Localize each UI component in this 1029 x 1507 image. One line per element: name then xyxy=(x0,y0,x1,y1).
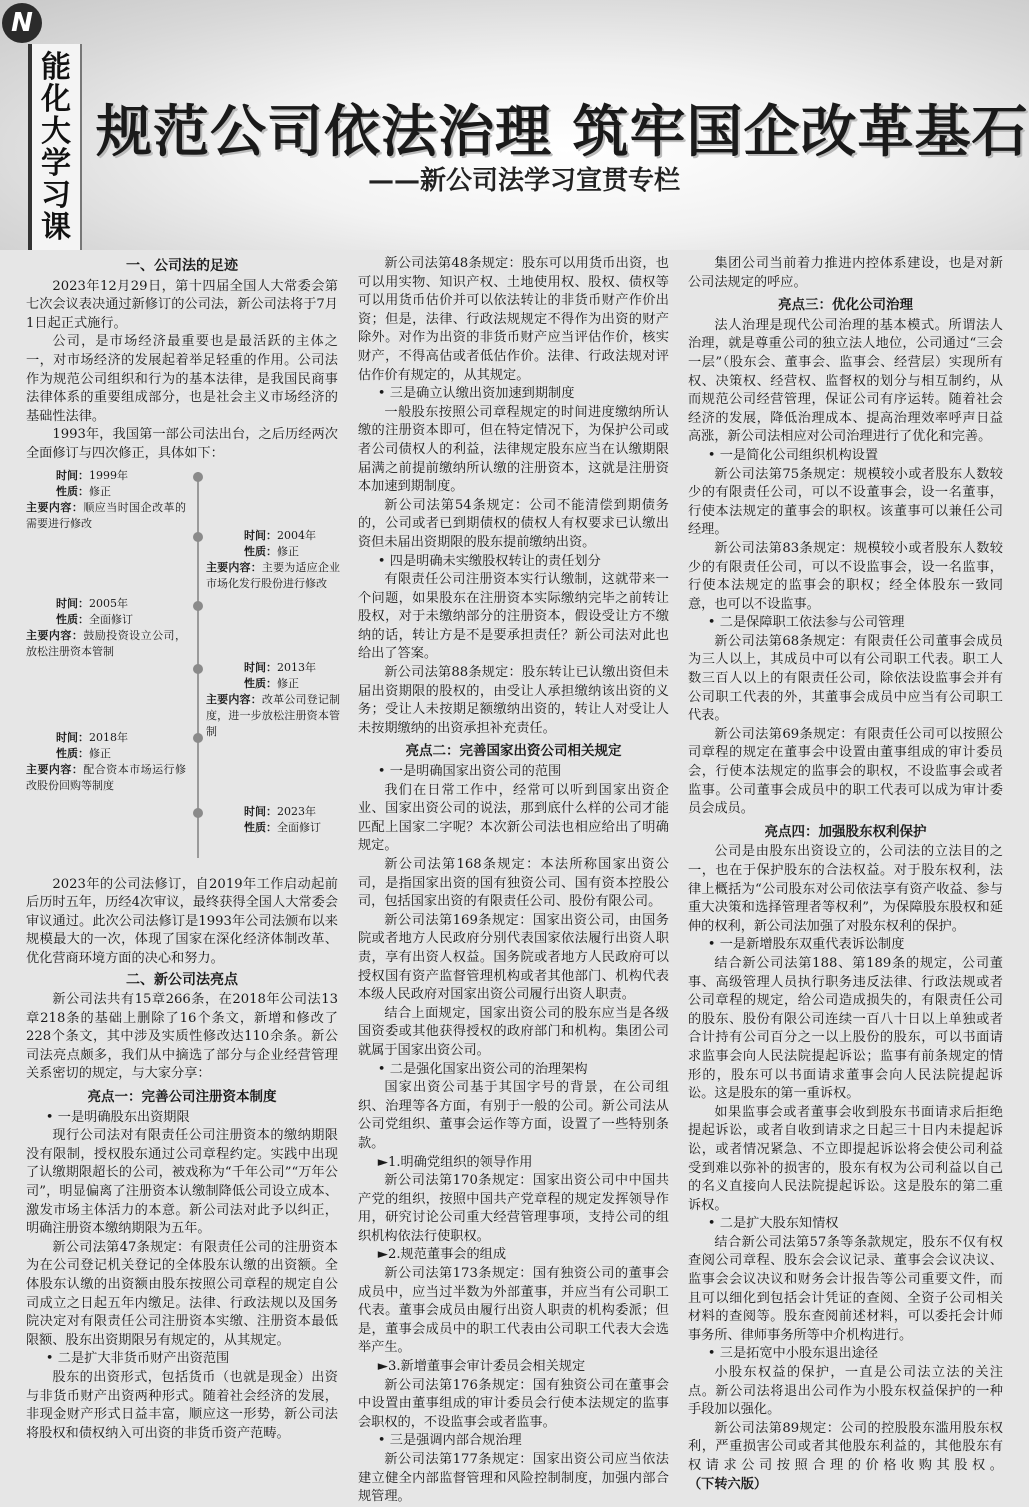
paragraph: 一般股东按照公司章程规定的时间进度缴纳所认缴的注册资本即可，但在特定情况下，为保护公司或者公司债权人的利益，法律规定股东应当在认缴期限届满之前提前缴纳所认缴的注册资本，这就是注册资本加速到期制度。 xyxy=(358,404,669,495)
timeline-content: 改革公司登记制度，进一步放松注册资本管制 xyxy=(206,692,341,738)
timeline-time: 2018年 xyxy=(89,730,128,744)
revision-timeline xyxy=(26,468,341,868)
column-label xyxy=(32,52,80,244)
page-title: 规范公司依法治理 筑牢国企改革基石 xyxy=(96,100,1029,165)
timeline-key: 时间： xyxy=(56,730,89,744)
paragraph: 法人治理是现代公司治理的基本模式。所谓法人治理，就是尊重公司的独立法人地位，公司通过“三会一层”（股东会、董事会、监事会、经营层）实现所有权、决策权、经营权、监督权的划分与相互制约，从而规范公司经营管理，保证公司有序运转。随着社会经济的发展，降低治理成本、提高治理效率呼声日益高涨，新公司法相应对公司治理进行了优化和完善。 xyxy=(688,317,1003,445)
sub-point-heading: ►3.新增董事会审计委员会相关规定 xyxy=(377,1359,586,1375)
timeline-key: 性质： xyxy=(56,746,89,760)
highlight-heading: 亮点一：完善公司注册资本制度 xyxy=(87,1089,277,1106)
paragraph: 我们在日常工作中，经常可以听到国家出资企业、国家出资公司的说法，那到底什么样的公司才能匹配上国家二字呢？本次新公司法也相应给出了明确规定。 xyxy=(358,782,669,854)
timeline-key: 主要内容： xyxy=(206,692,262,706)
timeline-nature: 修正 xyxy=(277,676,299,690)
paragraph: 新公司法第88条规定：股东转让已认缴出资但未届出资期限的股权的，由受让人承担缴纳该出资的义务；受让人未按期足额缴纳出资的，转让人对受让人未按期缴纳的出资承担补充责任。 xyxy=(358,665,669,736)
column-label-char: 习 xyxy=(41,178,71,213)
timeline-key: 主要内容： xyxy=(206,560,262,574)
timeline-content: 顺应当时国企改革的需要进行修改 xyxy=(26,500,187,530)
column-label-char: 课 xyxy=(41,210,71,245)
continued-note: （下转六版） xyxy=(688,1476,768,1492)
column-label-char: 能 xyxy=(41,50,71,85)
timeline-entry-2013 xyxy=(206,660,340,740)
timeline-dot xyxy=(193,664,203,674)
paragraph: 新公司法第47条规定：有限责任公司的注册资本为在公司登记机关登记的全体股东认缴的出资额。全体股东认缴的出资额由股东按照公司章程的规定自公司成立之日起五年内缴足。法律、行政法规以及国务院决定对有限责任公司注册资本实缴、注册资本最低限额、股东出资期限另有规定的，从其规定。 xyxy=(26,1239,338,1348)
highlight-heading: 亮点三：优化公司治理 xyxy=(778,297,913,314)
timeline-entry-2005 xyxy=(26,596,186,660)
paragraph: 集团公司当前着力推进内控体系建设，也是对新公司法规定的呼应。 xyxy=(688,256,1003,290)
article-column-2 xyxy=(358,255,669,1507)
bullet-heading: • 一是简化公司组织机构设置 xyxy=(707,447,879,463)
paragraph: 新公司法第177条规定：国家出资公司应当依法建立健全内部监督管理和风险控制制度，加强内部合规管理。 xyxy=(358,1452,669,1505)
timeline-key: 时间： xyxy=(56,596,89,610)
bullet-heading: • 三是拓宽中小股东退出途径 xyxy=(707,1346,879,1362)
bullet-heading: • 四是明确未实缴股权转让的责任划分 xyxy=(377,553,601,569)
timeline-entry-1999 xyxy=(26,468,186,532)
paragraph-text: 新公司法第89规定：公司的控股股东滥用股东权利，严重损害公司或者其他股东利益的，其他股东有权请求公司按照合理的价格收购其股权。 xyxy=(688,1420,1003,1473)
timeline-time: 2005年 xyxy=(89,596,128,610)
timeline-key: 时间： xyxy=(244,804,277,818)
paragraph: 2023年的公司法修订，自2019年工作启动起前后历时五年，历经4次审议，最终获得全国人大常委会审议通过。此次公司法修订是1993年公司法颁布以来规模最大的一次，体现了国家在深化经济体制改革、优化营商环境方面的决心和努力。 xyxy=(26,876,338,966)
timeline-key: 时间： xyxy=(244,528,277,542)
timeline-nature: 修正 xyxy=(89,746,111,760)
timeline-dot xyxy=(193,601,203,611)
paragraph: 2023年12月29日，第十四届全国人大常委会第七次会议表决通过新修订的公司法，新公司法将于7月1日起正式施行。 xyxy=(26,278,338,331)
page-subtitle: ——新公司法学习宣贯专栏 xyxy=(368,166,681,196)
paragraph xyxy=(688,1420,1003,1494)
timeline-time: 1999年 xyxy=(89,468,128,482)
paragraph: 新公司法第169条规定：国家出资公司，由国务院或者地方人民政府分别代表国家依法履行出资人职责，享有出资人权益。国务院或者地方人民政府可以授权国有资产监督管理机构或者其他部门、机构代表本级人民政府对国家出资公司履行出资人职责。 xyxy=(358,912,669,1003)
section-heading: 二、新公司法亮点 xyxy=(126,971,238,988)
timeline-nature: 全面修订 xyxy=(277,820,321,834)
sub-point-heading: ►2.规范董事会的组成 xyxy=(377,1247,507,1263)
section-heading: 一、公司法的足迹 xyxy=(126,258,238,274)
timeline-time: 2004年 xyxy=(277,528,316,542)
timeline-key: 性质： xyxy=(244,676,277,690)
timeline-nature: 修正 xyxy=(89,484,111,498)
paragraph: 小股东权益的保护，一直是公司法立法的关注点。新公司法将退出公司作为小股东权益保护的一种手段加以强化。 xyxy=(688,1365,1003,1418)
timeline-entry-2023 xyxy=(206,804,340,836)
bullet-heading: • 一是明确国家出资公司的范围 xyxy=(377,764,562,780)
article-column-3 xyxy=(688,255,1003,1494)
timeline-key: 主要内容： xyxy=(26,500,84,514)
paragraph: 现行公司法对有限责任公司注册资本的缴纳期限没有限制，授权股东通过公司章程约定。实践中出现了认缴期限超长的公司，被戏称为“千年公司”“万年公司”，明显偏离了注册资本认缴制降低公司设立成本、激发市场主体活力的本意。新公司法对此予以纠正，明确注册资本缴纳期限为五年。 xyxy=(26,1128,338,1237)
highlight-heading: 亮点二：完善国家出资公司相关规定 xyxy=(405,743,622,760)
paragraph: 结合上面规定，国家出资公司的股东应当是各级国资委或其他获得授权的政府部门和机构。集团公司就属于国家出资公司。 xyxy=(358,1005,669,1058)
paragraph: 新公司法共有15章266条，在2018年公司法13章218条的基础上删除了16个条文，新增和修改了228个条文，其中涉及实质性修改达110余条。新公司法亮点颇多，我们从中摘选了部分与企业经营管理关系密切的规定，与大家分享： xyxy=(26,992,338,1082)
timeline-dot xyxy=(193,808,203,818)
timeline-dot xyxy=(193,472,203,482)
paragraph: 新公司法第54条规定：公司不能清偿到期债务的，公司或者已到期债权的债权人有权要求已认缴出资但未届出资期限的股东提前缴纳出资。 xyxy=(358,497,669,550)
paragraph: 有限责任公司注册资本实行认缴制，这就带来一个问题，如果股东在注册资本实际缴纳完毕之前转让股权，对于未缴纳部分的注册资本，假设受让方不缴纳的话，转让方是不是要承担责任？新公司法对此也给出了答案。 xyxy=(358,572,669,662)
column-label-char: 大 xyxy=(41,114,71,149)
timeline-key: 性质： xyxy=(56,484,89,498)
paragraph: 公司，是市场经济最重要也是最活跃的主体之一，对市场经济的发展起着举足轻重的作用。公司法作为规范公司组织和行为的基本法律，是我国民商事法律体系的重要组成部分，也是社会主义市场经济的基础性法律。 xyxy=(26,334,338,424)
paragraph: 新公司法第48条规定：股东可以用货币出资，也可以用实物、知识产权、土地使用权、股权、债权等可以用货币估价并可以依法转让的非货币财产作价出资；但是，法律、行政法规规定不得作为出资的财产除外。对作为出资的非货币财产应当评估作价，核实财产，不得高估或者低估作价。法律、行政法规对评估作价有规定的，从其规定。 xyxy=(358,256,669,383)
timeline-content: 主要为适应企业市场化发行股份进行修改 xyxy=(206,560,341,590)
paragraph: 公司是由股东出资设立的，公司法的立法目的之一，也在于保护股东的合法权益。对于股东权利，法律上概括为“公司股东对公司依法享有资产收益、参与重大决策和选择管理者等权利”，为保障股东股权和延伸的权利，新公司法加强了对股东权利的保护。 xyxy=(688,844,1003,934)
timeline-entry-2004 xyxy=(206,528,340,592)
bullet-heading: • 二是保障职工依法参与公司管理 xyxy=(707,615,905,631)
timeline-dot xyxy=(193,532,203,542)
paragraph: 新公司法第68条规定：有限责任公司董事会成员为三人以上，其成员中可以有公司职工代表。职工人数三百人以上的有限责任公司，除依法设监事会并有公司职工代表的外，其董事会成员中应当有公司职工代表。 xyxy=(688,633,1003,724)
bullet-heading: • 一是新增股东双重代表诉讼制度 xyxy=(707,937,905,953)
bullet-heading: • 三是强调内部合规治理 xyxy=(377,1433,522,1449)
bullet-heading: • 三是确立认缴出资加速到期制度 xyxy=(377,386,575,402)
timeline-content: 配合资本市场运行修改股份回购等制度 xyxy=(26,762,187,792)
paragraph: 新公司法第83条规定：规模较小或者股东人数较少的有限责任公司，可以不设监事会，设一名监事，行使本法规定的监事会的职权；经全体股东一致同意，也可以不设监事。 xyxy=(688,540,1003,612)
timeline-key: 主要内容： xyxy=(26,628,84,642)
timeline-time: 2013年 xyxy=(277,660,316,674)
paragraph: 1993年，我国第一部公司法出台，之后历经两次全面修订与四次修正，具体如下： xyxy=(26,427,338,461)
paragraph: 新公司法第75条规定：规模较小或者股东人数较少的有限责任公司，可以不设董事会，设一名董事，行使本法规定的董事会的职权。该董事可以兼任公司经理。 xyxy=(688,466,1003,538)
timeline-nature: 修正 xyxy=(277,544,299,558)
paragraph: 国家出资公司基于其国字号的背景，在公司组织、治理等各方面，有别于一般的公司。新公司法从公司党组织、董事会运作等方面，设置了一些特别条款。 xyxy=(358,1080,669,1151)
timeline-key: 性质： xyxy=(244,820,277,834)
bullet-heading: • 二是强化国家出资公司的治理架构 xyxy=(377,1061,588,1077)
highlight-heading: 亮点四：加强股东权利保护 xyxy=(764,823,927,840)
timeline-time: 2023年 xyxy=(277,804,316,818)
paragraph: 新公司法第69条规定：有限责任公司可以按照公司章程的规定在董事会中设置由董事组成的审计委员会，行使本法规定的监事会的职权，不设监事会或者监事。公司董事会成员中的职工代表可以成为审计委员会成员。 xyxy=(688,726,1003,817)
timeline-dot xyxy=(193,733,203,743)
timeline-key: 性质： xyxy=(56,612,89,626)
timeline-nature: 全面修订 xyxy=(89,612,133,626)
timeline-content: 鼓励投资设立公司，放松注册资本管制 xyxy=(26,628,187,658)
column-label-char: 化 xyxy=(41,82,71,117)
article-column-1 xyxy=(26,255,341,1443)
paragraph: 新公司法第176条规定：国有独资公司在董事会中设置由董事组成的审计委员会行使本法规定的监事会职权的，不设监事会或者监事。 xyxy=(358,1377,669,1430)
timeline-key: 主要内容： xyxy=(26,762,84,776)
paragraph: 结合新公司法第188、第189条的规定，公司董事、高级管理人员执行职务违反法律、行政法规或者公司章程的规定，给公司造成损失的，有限责任公司的股东、股份有限公司连续一百八十日以上单独或者合计持有公司百分之一以上股份的股东，可以书面请求监事会向人民法院提起诉讼；监事有前条规定的情形的，股东可以书面请求董事会向人民法院提起诉讼。这是股东的第一重诉权。 xyxy=(688,955,1003,1102)
bullet-heading: • 一是明确股东出资期限 xyxy=(45,1109,190,1125)
column-label-char: 学 xyxy=(41,146,71,181)
paragraph: 如果监事会或者董事会收到股东书面请求后拒绝提起诉讼，或者自收到请求之日起三十日内未提起诉讼，或者情况紧急、不立即提起诉讼将会使公司利益受到难以弥补的损害的，股东有权为公司利益以自己的名义直接向人民法院提起诉讼。这是股东的第二重诉权。 xyxy=(688,1104,1003,1213)
paragraph: 股东的出资形式，包括货币（也就是现金）出资与非货币财产出资两种形式。随着社会经济的发展，非现金财产形式日益丰富，顺应这一形势，新公司法将股权和债权纳入可出资的非货币资产范畴。 xyxy=(26,1369,338,1441)
timeline-key: 时间： xyxy=(244,660,277,674)
paragraph: 新公司法第173条规定：国有独资公司的董事会成员中，应当过半数为外部董事，并应当有公司职工代表。董事会成员由履行出资人职责的机构委派；但是，董事会成员中的职工代表由公司职工代表大会选举产生。 xyxy=(358,1266,669,1356)
timeline-key: 时间： xyxy=(56,468,89,482)
timeline-entry-2018 xyxy=(26,730,186,794)
paragraph: 新公司法第168条规定：本法所称国家出资公司，是指国家出资的国有独资公司、国有资本控股公司，包括国家出资的有限责任公司、股份有限公司。 xyxy=(358,857,669,910)
paragraph: 结合新公司法第57条等条款规定，股东不仅有权查阅公司章程、股东会会议记录、董事会会议决议、监事会会议决议和财务会计报告等公司重要文件，而且可以细化到包括会计凭证的查阅、全资子公司相关材料的查阅等。股东查阅前述材料，可以委托会计师事务所、律师事务所等中介机构进行。 xyxy=(688,1234,1003,1343)
bullet-heading: • 二是扩大股东知情权 xyxy=(707,1216,839,1232)
paragraph: 新公司法第170条规定：国家出资公司中中国共产党的组织，按照中国共产党章程的规定发挥领导作用，研究讨论公司重大经营管理事项，支持公司的组织机构依法行使职权。 xyxy=(358,1173,669,1244)
column-label-box xyxy=(28,44,82,250)
bullet-heading: • 二是扩大非货币财产出资范围 xyxy=(45,1351,230,1367)
timeline-key: 性质： xyxy=(244,544,277,558)
sub-point-heading: ►1.明确党组织的领导作用 xyxy=(377,1154,533,1170)
newspaper-logo-icon: N xyxy=(2,3,42,43)
